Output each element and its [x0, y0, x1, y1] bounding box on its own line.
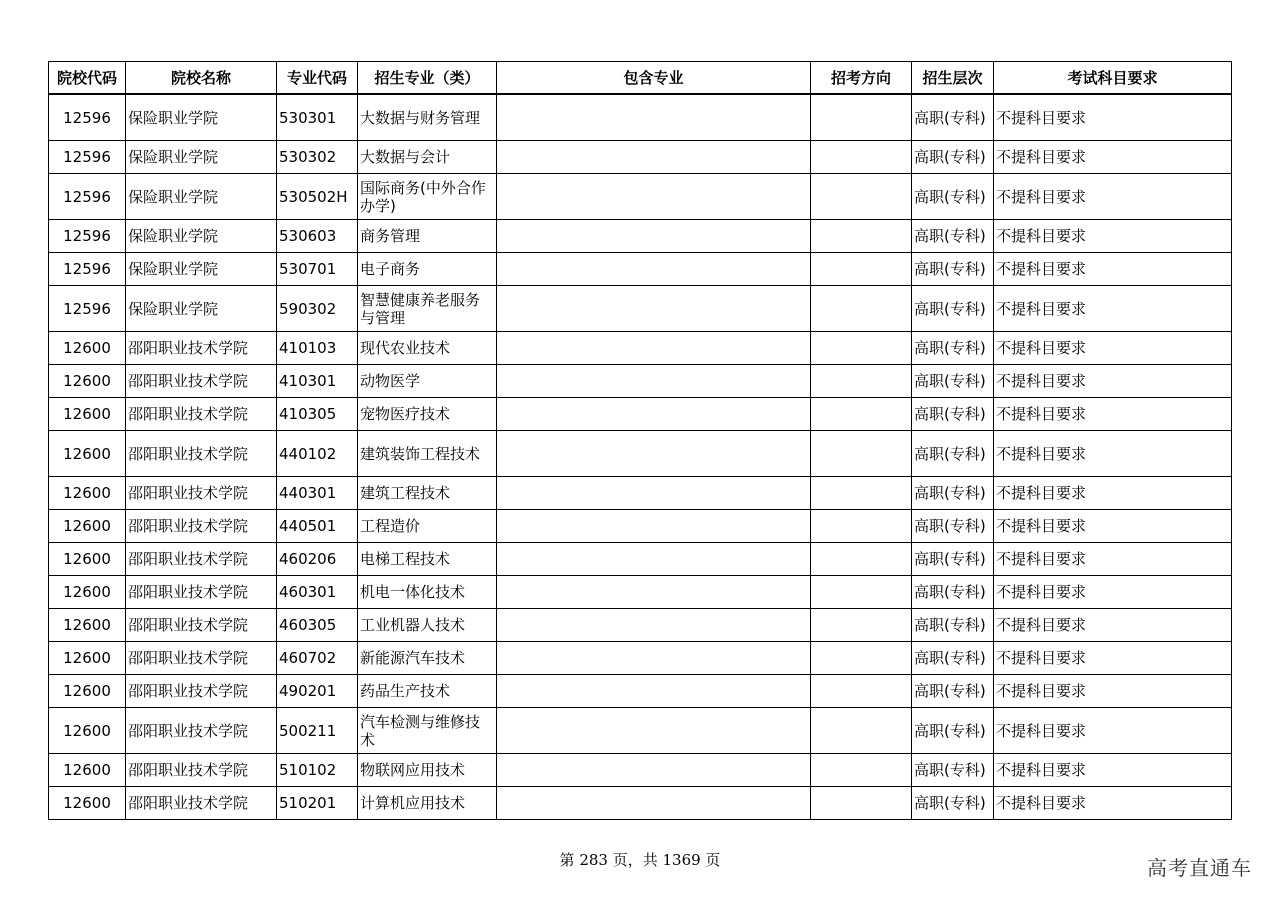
level-cell: 高职(专科)	[912, 431, 994, 477]
subject-requirement-cell: 不提科目要求	[994, 642, 1232, 675]
direction-cell	[811, 477, 912, 510]
school-code-cell: 12596	[49, 286, 126, 332]
direction-cell	[811, 141, 912, 174]
col-header-includes: 包含专业	[497, 62, 811, 95]
subject-requirement-cell: 不提科目要求	[994, 253, 1232, 286]
school-name-cell: 邵阳职业技术学院	[126, 543, 277, 576]
school-code-cell: 12600	[49, 431, 126, 477]
table-row	[49, 332, 1232, 365]
table-row	[49, 675, 1232, 708]
major-code-cell: 530302	[277, 141, 358, 174]
included-majors-cell	[497, 174, 811, 220]
school-name-cell: 邵阳职业技术学院	[126, 708, 277, 754]
table-row	[49, 174, 1232, 220]
col-header-direction: 招考方向	[811, 62, 912, 95]
major-code-cell: 460305	[277, 609, 358, 642]
direction-cell	[811, 220, 912, 253]
major-name-cell: 国际商务(中外合作办学)	[358, 174, 497, 220]
school-code-cell: 12600	[49, 787, 126, 820]
school-code-cell: 12596	[49, 94, 126, 141]
major-code-cell: 530502H	[277, 174, 358, 220]
table-row	[49, 510, 1232, 543]
col-header-major: 招生专业（类）	[358, 62, 497, 95]
level-cell: 高职(专科)	[912, 543, 994, 576]
level-cell: 高职(专科)	[912, 642, 994, 675]
col-header-school-name: 院校名称	[126, 62, 277, 95]
included-majors-cell	[497, 675, 811, 708]
subject-requirement-cell: 不提科目要求	[994, 787, 1232, 820]
school-name-cell: 邵阳职业技术学院	[126, 754, 277, 787]
included-majors-cell	[497, 477, 811, 510]
level-cell: 高职(专科)	[912, 576, 994, 609]
included-majors-cell	[497, 510, 811, 543]
school-name-cell: 邵阳职业技术学院	[126, 365, 277, 398]
major-code-cell: 510201	[277, 787, 358, 820]
major-code-cell: 530603	[277, 220, 358, 253]
school-name-cell: 邵阳职业技术学院	[126, 398, 277, 431]
school-name-cell: 邵阳职业技术学院	[126, 642, 277, 675]
subject-requirement-cell: 不提科目要求	[994, 510, 1232, 543]
direction-cell	[811, 94, 912, 141]
direction-cell	[811, 787, 912, 820]
table-row	[49, 365, 1232, 398]
level-cell: 高职(专科)	[912, 609, 994, 642]
school-code-cell: 12600	[49, 510, 126, 543]
school-code-cell: 12600	[49, 543, 126, 576]
level-cell: 高职(专科)	[912, 398, 994, 431]
level-cell: 高职(专科)	[912, 510, 994, 543]
major-name-cell: 汽车检测与维修技术	[358, 708, 497, 754]
table-row	[49, 431, 1232, 477]
school-code-cell: 12600	[49, 576, 126, 609]
col-header-subjects: 考试科目要求	[994, 62, 1232, 95]
major-name-cell: 宠物医疗技术	[358, 398, 497, 431]
level-cell: 高职(专科)	[912, 477, 994, 510]
included-majors-cell	[497, 609, 811, 642]
table-row	[49, 398, 1232, 431]
included-majors-cell	[497, 642, 811, 675]
direction-cell	[811, 398, 912, 431]
major-name-cell: 动物医学	[358, 365, 497, 398]
table-row	[49, 477, 1232, 510]
level-cell: 高职(专科)	[912, 94, 994, 141]
school-name-cell: 邵阳职业技术学院	[126, 576, 277, 609]
major-name-cell: 药品生产技术	[358, 675, 497, 708]
major-code-cell: 440501	[277, 510, 358, 543]
major-name-cell: 现代农业技术	[358, 332, 497, 365]
included-majors-cell	[497, 543, 811, 576]
subject-requirement-cell: 不提科目要求	[994, 675, 1232, 708]
major-code-cell: 530301	[277, 94, 358, 141]
level-cell: 高职(专科)	[912, 253, 994, 286]
level-cell: 高职(专科)	[912, 220, 994, 253]
subject-requirement-cell: 不提科目要求	[994, 708, 1232, 754]
school-code-cell: 12596	[49, 220, 126, 253]
direction-cell	[811, 510, 912, 543]
major-name-cell: 智慧健康养老服务与管理	[358, 286, 497, 332]
subject-requirement-cell: 不提科目要求	[994, 609, 1232, 642]
subject-requirement-cell: 不提科目要求	[994, 543, 1232, 576]
major-code-cell: 460301	[277, 576, 358, 609]
school-name-cell: 邵阳职业技术学院	[126, 675, 277, 708]
included-majors-cell	[497, 431, 811, 477]
school-name-cell: 保险职业学院	[126, 220, 277, 253]
direction-cell	[811, 431, 912, 477]
school-code-cell: 12600	[49, 675, 126, 708]
school-name-cell: 保险职业学院	[126, 94, 277, 141]
school-code-cell: 12600	[49, 609, 126, 642]
school-code-cell: 12600	[49, 754, 126, 787]
school-name-cell: 邵阳职业技术学院	[126, 431, 277, 477]
direction-cell	[811, 642, 912, 675]
page-number-footer: 第 283 页，共 1369 页	[559, 851, 721, 869]
major-code-cell: 490201	[277, 675, 358, 708]
direction-cell	[811, 253, 912, 286]
table-row	[49, 220, 1232, 253]
school-code-cell: 12600	[49, 365, 126, 398]
table-row	[49, 642, 1232, 675]
included-majors-cell	[497, 708, 811, 754]
major-name-cell: 工程造价	[358, 510, 497, 543]
included-majors-cell	[497, 220, 811, 253]
col-header-major-code: 专业代码	[277, 62, 358, 95]
major-name-cell: 建筑装饰工程技术	[358, 431, 497, 477]
school-name-cell: 邵阳职业技术学院	[126, 510, 277, 543]
school-code-cell: 12600	[49, 398, 126, 431]
major-code-cell: 460702	[277, 642, 358, 675]
included-majors-cell	[497, 94, 811, 141]
table-row	[49, 253, 1232, 286]
table-row	[49, 609, 1232, 642]
direction-cell	[811, 543, 912, 576]
subject-requirement-cell: 不提科目要求	[994, 220, 1232, 253]
subject-requirement-cell: 不提科目要求	[994, 94, 1232, 141]
major-code-cell: 410305	[277, 398, 358, 431]
included-majors-cell	[497, 754, 811, 787]
subject-requirement-cell: 不提科目要求	[994, 398, 1232, 431]
col-header-school-code: 院校代码	[49, 62, 126, 95]
school-code-cell: 12600	[49, 708, 126, 754]
direction-cell	[811, 708, 912, 754]
major-name-cell: 新能源汽车技术	[358, 642, 497, 675]
level-cell: 高职(专科)	[912, 141, 994, 174]
subject-requirement-cell: 不提科目要求	[994, 431, 1232, 477]
included-majors-cell	[497, 576, 811, 609]
major-name-cell: 大数据与会计	[358, 141, 497, 174]
direction-cell	[811, 365, 912, 398]
major-code-cell: 410301	[277, 365, 358, 398]
admissions-table	[48, 61, 1232, 820]
school-code-cell: 12596	[49, 174, 126, 220]
major-name-cell: 计算机应用技术	[358, 787, 497, 820]
included-majors-cell	[497, 286, 811, 332]
major-code-cell: 410103	[277, 332, 358, 365]
school-code-cell: 12600	[49, 332, 126, 365]
major-code-cell: 590302	[277, 286, 358, 332]
level-cell: 高职(专科)	[912, 675, 994, 708]
level-cell: 高职(专科)	[912, 787, 994, 820]
school-code-cell: 12596	[49, 141, 126, 174]
included-majors-cell	[497, 141, 811, 174]
major-name-cell: 机电一体化技术	[358, 576, 497, 609]
major-name-cell: 建筑工程技术	[358, 477, 497, 510]
school-code-cell: 12600	[49, 477, 126, 510]
level-cell: 高职(专科)	[912, 708, 994, 754]
major-code-cell: 440102	[277, 431, 358, 477]
direction-cell	[811, 576, 912, 609]
included-majors-cell	[497, 365, 811, 398]
included-majors-cell	[497, 787, 811, 820]
subject-requirement-cell: 不提科目要求	[994, 286, 1232, 332]
school-name-cell: 邵阳职业技术学院	[126, 332, 277, 365]
table-row	[49, 708, 1232, 754]
included-majors-cell	[497, 332, 811, 365]
table-header-row	[49, 62, 1232, 95]
direction-cell	[811, 609, 912, 642]
table-row	[49, 141, 1232, 174]
subject-requirement-cell: 不提科目要求	[994, 365, 1232, 398]
included-majors-cell	[497, 253, 811, 286]
col-header-level: 招生层次	[912, 62, 994, 95]
major-code-cell: 440301	[277, 477, 358, 510]
table-body	[49, 94, 1232, 820]
major-name-cell: 大数据与财务管理	[358, 94, 497, 141]
level-cell: 高职(专科)	[912, 286, 994, 332]
watermark-logo-text: 高考直通车	[1147, 856, 1252, 880]
school-name-cell: 保险职业学院	[126, 286, 277, 332]
major-code-cell: 510102	[277, 754, 358, 787]
direction-cell	[811, 332, 912, 365]
major-name-cell: 商务管理	[358, 220, 497, 253]
school-code-cell: 12596	[49, 253, 126, 286]
table-row	[49, 754, 1232, 787]
subject-requirement-cell: 不提科目要求	[994, 332, 1232, 365]
direction-cell	[811, 754, 912, 787]
subject-requirement-cell: 不提科目要求	[994, 477, 1232, 510]
school-code-cell: 12600	[49, 642, 126, 675]
major-code-cell: 500211	[277, 708, 358, 754]
major-name-cell: 电子商务	[358, 253, 497, 286]
school-name-cell: 邵阳职业技术学院	[126, 609, 277, 642]
direction-cell	[811, 675, 912, 708]
table-row	[49, 94, 1232, 141]
table-row	[49, 286, 1232, 332]
major-code-cell: 460206	[277, 543, 358, 576]
subject-requirement-cell: 不提科目要求	[994, 174, 1232, 220]
major-code-cell: 530701	[277, 253, 358, 286]
level-cell: 高职(专科)	[912, 174, 994, 220]
direction-cell	[811, 174, 912, 220]
major-name-cell: 电梯工程技术	[358, 543, 497, 576]
major-name-cell: 物联网应用技术	[358, 754, 497, 787]
included-majors-cell	[497, 398, 811, 431]
subject-requirement-cell: 不提科目要求	[994, 754, 1232, 787]
school-name-cell: 保险职业学院	[126, 253, 277, 286]
school-name-cell: 邵阳职业技术学院	[126, 787, 277, 820]
subject-requirement-cell: 不提科目要求	[994, 576, 1232, 609]
direction-cell	[811, 286, 912, 332]
school-name-cell: 保险职业学院	[126, 174, 277, 220]
level-cell: 高职(专科)	[912, 365, 994, 398]
table-row	[49, 787, 1232, 820]
subject-requirement-cell: 不提科目要求	[994, 141, 1232, 174]
school-name-cell: 保险职业学院	[126, 141, 277, 174]
school-name-cell: 邵阳职业技术学院	[126, 477, 277, 510]
table-row	[49, 543, 1232, 576]
level-cell: 高职(专科)	[912, 754, 994, 787]
level-cell: 高职(专科)	[912, 332, 994, 365]
table-row	[49, 576, 1232, 609]
major-name-cell: 工业机器人技术	[358, 609, 497, 642]
